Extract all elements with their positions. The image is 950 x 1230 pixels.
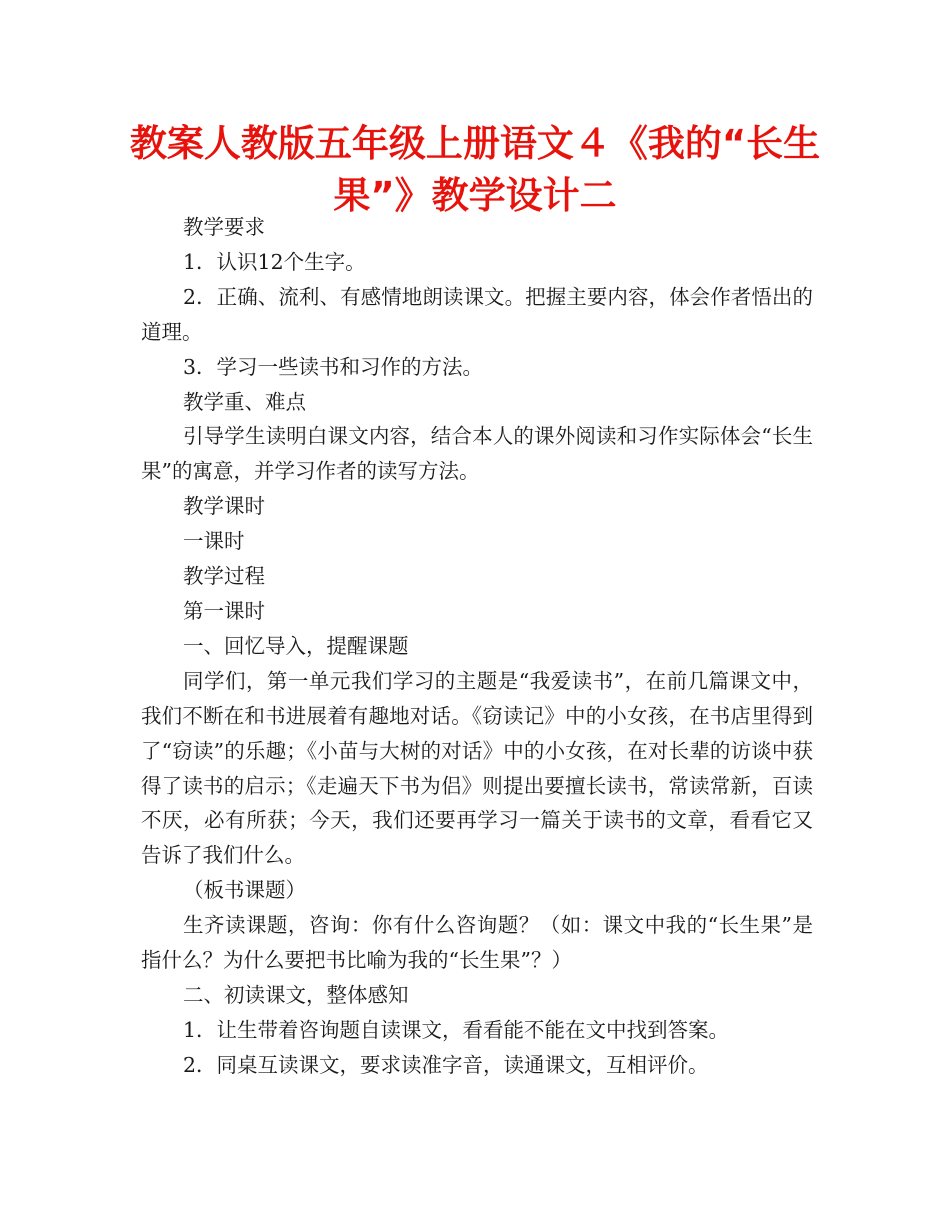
requirement-item-1: 1．认识12个生字。 xyxy=(183,249,366,274)
requirement-item-3: 3．学习一些读书和习作的方法。 xyxy=(183,354,484,379)
step-heading-1: 一、回忆导入，提醒课题 xyxy=(183,633,409,658)
section-heading-process: 教学过程 xyxy=(183,564,265,589)
lesson-heading: 第一课时 xyxy=(183,598,265,623)
key-points-paragraph: 引导学生读明白课文内容，结合本人的课外阅读和习作实际体会“长生果”的寓意，并学习作者的读写方法。 xyxy=(141,424,813,484)
requirement-item-2: 2．正确、流利、有感情地朗读课文。把握主要内容，体会作者悟出的道理。 xyxy=(141,284,813,344)
section-heading-key-points: 教学重、难点 xyxy=(183,389,306,414)
intro-paragraph: 同学们，第一单元我们学习的主题是“我爱读书”，在前几篇课文中，我们不断在和书进展着有趣地对话。《窃读记》中的小女孩，在书店里得到了“窃读”的乐趣；《小苗与大树的对话》中的小女孩，在对长辈的访谈中获得了读书的启示；《走遍天下书为侣》则提出要擅长读书，常读常新，百读不厌，必有所获；今天，我们还要再学习一篇关于读书的文章，看看它又告诉了我们什么。 xyxy=(141,668,813,868)
step-2-item-2: 2．同桌互读课文，要求读准字音，读通课文，互相评价。 xyxy=(183,1052,709,1077)
class-hours-value: 一课时 xyxy=(183,529,245,554)
document-body xyxy=(141,210,813,1083)
step-2-item-1: 1．让生带着咨询题自读课文，看看能不能在文中找到答案。 xyxy=(183,1017,730,1042)
document-title: 教案人教版五年级上册语文４《我的“长生果”》教学设计二 xyxy=(129,122,821,217)
step-heading-2: 二、初读课文，整体感知 xyxy=(183,982,409,1007)
section-heading-class-hours: 教学课时 xyxy=(183,494,265,519)
board-note: （板书课题） xyxy=(183,878,306,903)
question-paragraph: 生齐读课题，咨询：你有什么咨询题？（如：课文中我的“长生果”是指什么？为什么要把书比喻为我的“长生果”？） xyxy=(141,913,813,973)
section-heading-requirements: 教学要求 xyxy=(183,215,265,239)
